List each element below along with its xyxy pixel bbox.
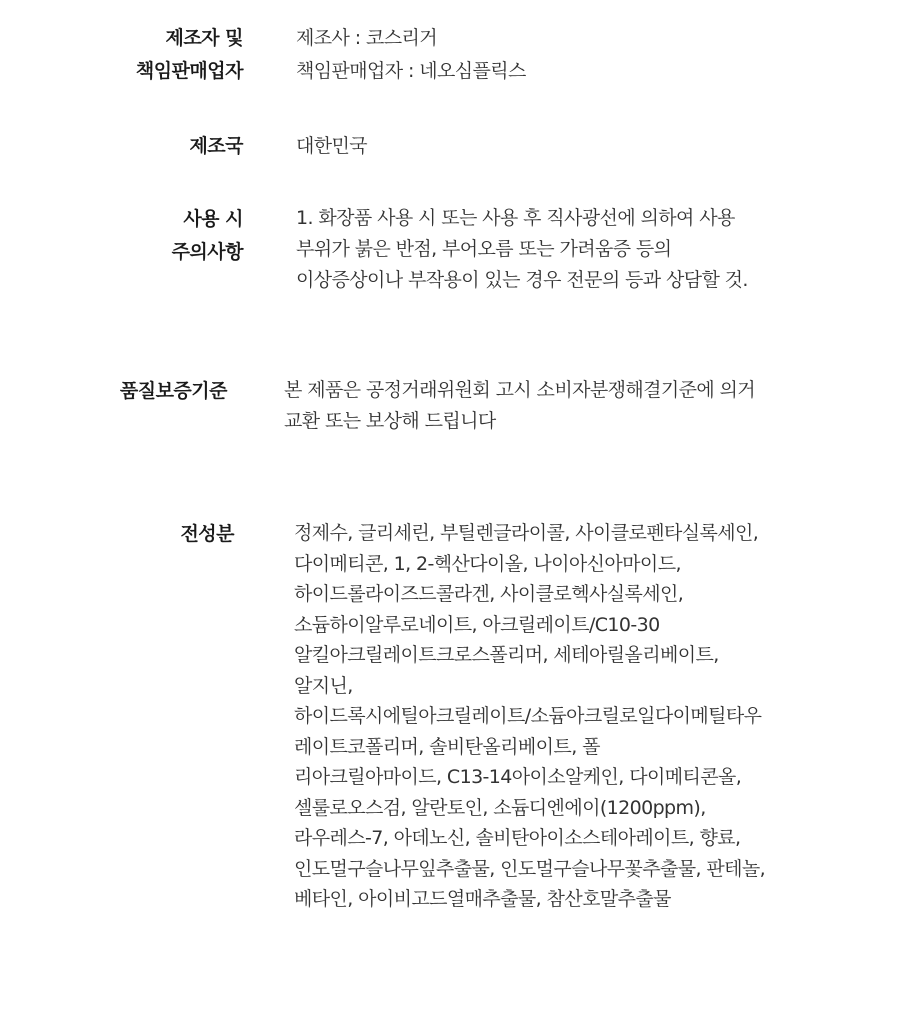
caution-value-line: 이상증상이나 부작용이 있는 경우 전문의 등과 상담할 것. <box>296 269 748 291</box>
quality-value-line: 교환 또는 보상해 드립니다 <box>284 410 496 432</box>
ingredients-value-line: 인도멀구슬나무잎추출물, 인도멀구슬나무꽃추출물, 판테놀, <box>294 857 766 880</box>
origin-label <box>189 130 243 163</box>
ingredients-value-line: 알지닌, <box>294 674 353 697</box>
ingredients-value-line: 라우레스-7, 아데노신, 솔비탄아이소스테아레이트, 향료, <box>294 827 741 849</box>
ingredients-value-line: 정제수, 글리세린, 부틸렌글라이콜, 사이클로펜타실록세인, <box>294 522 759 544</box>
caution-label-line: 주의사항 <box>171 241 243 263</box>
manufacturer-label-line: 책임판매업자 <box>135 60 243 82</box>
quality-label-line: 품질보증기준 <box>119 380 227 402</box>
quality-label <box>120 375 227 408</box>
manufacturer-value-line: 제조사 : 코스리거 <box>296 27 437 49</box>
ingredients-value-line: 다이메티콘, 1, 2-헥산다이올, 나이아신아마이드, <box>294 552 681 575</box>
manufacturer-value-line: 책임판매업자 : 네오심플릭스 <box>296 60 526 82</box>
quality-value <box>284 375 874 437</box>
quality-value-line: 본 제품은 공정거래위원회 고시 소비자분쟁해결기준에 의거 <box>284 379 756 401</box>
ingredients-value-line: 소듐하이알루로네이트, 아크릴레이트/C10-30 <box>294 613 660 636</box>
ingredients-value-line: 알킬아크릴레이트크로스폴리머, 세테아릴올리베이트, <box>294 644 719 666</box>
manufacturer-label-line: 제조자 및 <box>165 27 243 49</box>
ingredients-value-line: 하이드롤라이즈드콜라겐, 사이클로헥사실록세인, <box>294 583 684 605</box>
ingredients-value-line: 셀룰로오스검, 알란토인, 소듐디엔에이(1200ppm), <box>294 796 706 819</box>
origin-value <box>296 130 886 163</box>
caution-value-line: 1. 화장품 사용 시 또는 사용 후 직사광선에 의하여 사용 <box>296 207 735 229</box>
origin-value-line: 대한민국 <box>296 135 368 157</box>
ingredients-label-line: 전성분 <box>180 523 234 545</box>
origin-label-line: 제조국 <box>189 135 243 157</box>
manufacturer-value <box>296 22 886 88</box>
caution-label <box>172 203 243 269</box>
ingredients-value <box>294 518 884 915</box>
manufacturer-label <box>136 22 243 88</box>
ingredients-value-line: 리아크릴아마이드, C13-14아이소알케인, 다이메티콘올, <box>294 766 742 788</box>
caution-value-line: 부위가 붉은 반점, 부어오름 또는 가려움증 등의 <box>296 238 672 260</box>
ingredients-value-line: 베타인, 아이비고드열매추출물, 참산호말추출물 <box>294 888 671 910</box>
ingredients-value-line: 레이트코폴리머, 솔비탄올리베이트, 폴 <box>294 735 600 758</box>
ingredients-label <box>180 518 234 551</box>
ingredients-value-line: 하이드록시에틸아크릴레이트/소듐아크릴로일다이메틸타우 <box>294 705 762 727</box>
caution-value <box>296 203 886 296</box>
caution-label-line: 사용 시 <box>183 208 243 230</box>
